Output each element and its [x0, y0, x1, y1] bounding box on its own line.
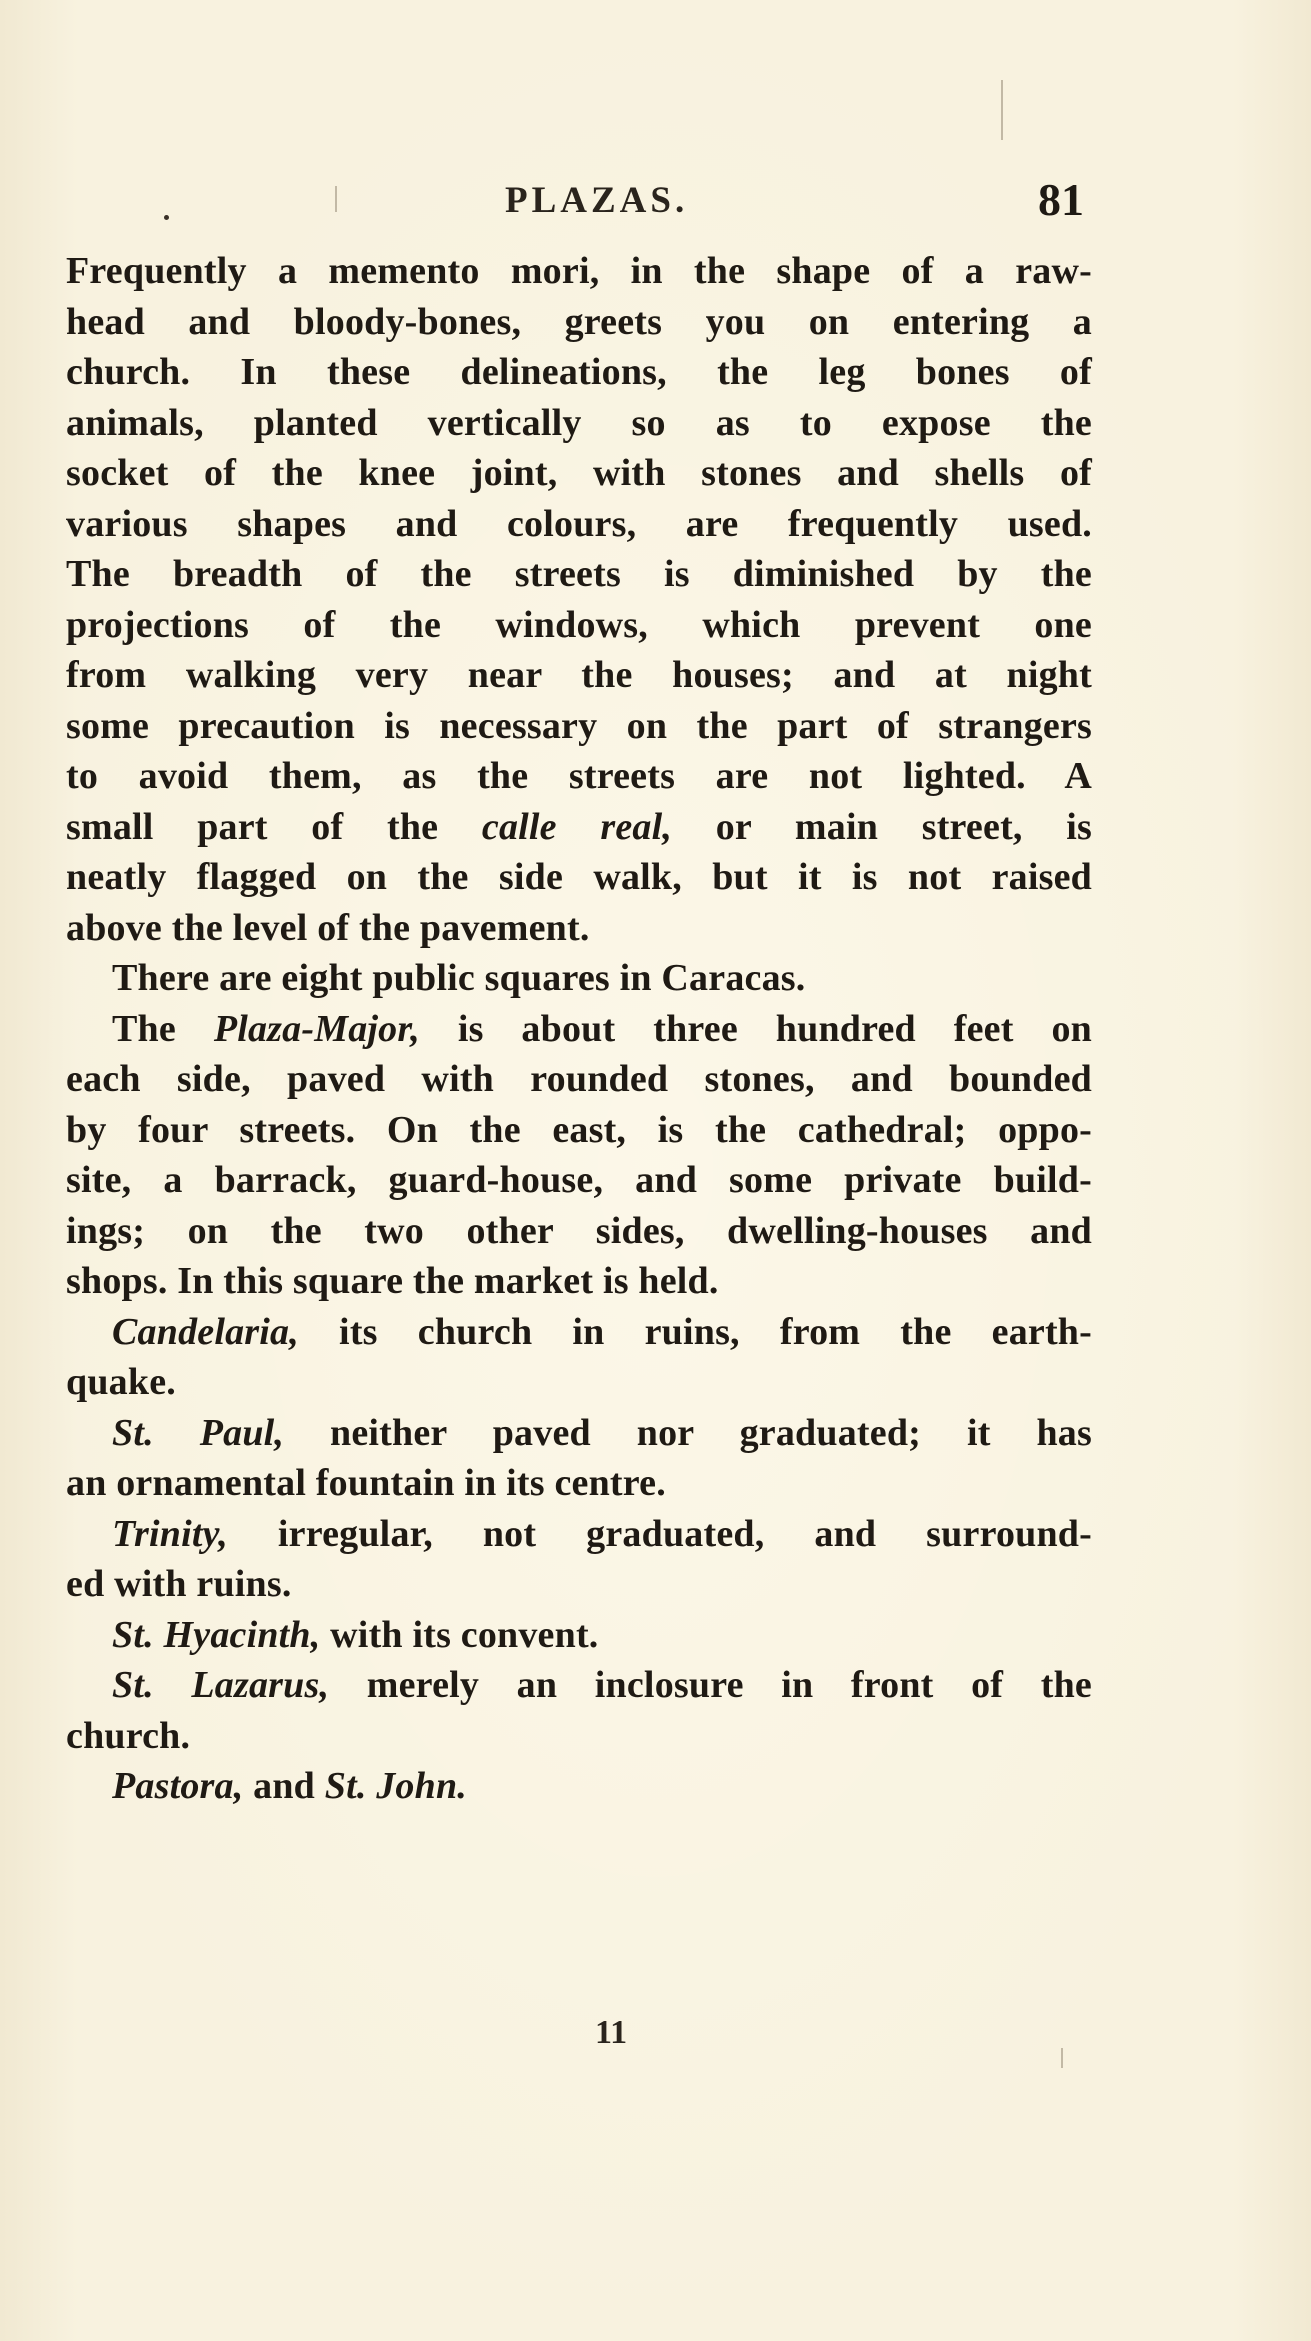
text-line — [66, 499, 1092, 550]
text-run: There are eight public squares in Caracas. — [112, 957, 806, 999]
text-line — [66, 1256, 1092, 1307]
text-line — [66, 1307, 1092, 1358]
italic-term: calle real, — [481, 805, 673, 848]
text-run: socket of the knee joint, with stones and shells of — [66, 452, 1092, 494]
text-line — [66, 1054, 1092, 1105]
italic-term: St. Hyacinth, — [112, 1613, 321, 1656]
text-line — [66, 1206, 1092, 1257]
text-run: merely an inclosure in front of the — [329, 1664, 1092, 1706]
text-run: neatly flagged on the side walk, but it is not raised — [66, 856, 1092, 898]
text-run: above the level of the pavement. — [66, 906, 590, 949]
italic-term: Candelaria, — [112, 1310, 299, 1353]
italic-term: Trinity, — [112, 1512, 228, 1555]
italic-term: St. John. — [324, 1765, 467, 1807]
text-run: projections of the windows, which prevent one — [66, 603, 1092, 646]
signature-mark: 11 — [595, 2014, 628, 2051]
text-run: irregular, not graduated, and surround- — [227, 1512, 1092, 1555]
text-line — [66, 448, 1092, 499]
text-line — [66, 1761, 1092, 1812]
running-head: PLAZAS. — [505, 180, 689, 221]
text-line — [66, 852, 1092, 903]
text-line — [66, 1004, 1092, 1055]
text-run: some precaution is necessary on the part of strangers — [66, 704, 1092, 747]
text-line — [66, 1559, 1092, 1610]
text-line — [66, 1408, 1092, 1459]
text-run: The breadth of the streets is diminished by the — [66, 553, 1092, 595]
text-line — [66, 246, 1092, 297]
text-line — [66, 1105, 1092, 1156]
text-run: each side, paved with rounded stones, and bounded — [66, 1058, 1092, 1100]
text-run: from walking very near the houses; and at night — [66, 654, 1092, 696]
text-line — [66, 751, 1092, 802]
text-line — [66, 802, 1092, 853]
text-line — [66, 701, 1092, 752]
text-line — [66, 1660, 1092, 1711]
text-line — [66, 1155, 1092, 1206]
page-number: 81 — [1038, 174, 1084, 225]
italic-term: St. Lazarus, — [112, 1664, 330, 1706]
text-run: its church in ruins, from the earth- — [298, 1310, 1092, 1353]
text-line — [66, 398, 1092, 449]
paper-speck — [1001, 80, 1003, 140]
text-run: The — [112, 1007, 214, 1050]
text-line — [66, 297, 1092, 348]
body-text — [66, 246, 1092, 1812]
text-run: ed with ruins. — [66, 1563, 292, 1605]
italic-term: Plaza-Major, — [213, 1007, 420, 1050]
text-run: and — [243, 1765, 325, 1807]
text-run: various shapes and colours, are frequently used. — [66, 502, 1092, 545]
text-line — [66, 903, 1092, 954]
italic-term: St. Paul, — [112, 1411, 285, 1454]
text-line — [66, 1509, 1092, 1560]
text-run: head and bloody-bones, greets you on entering a — [66, 300, 1092, 343]
text-run: shops. In this square the market is held. — [66, 1260, 719, 1302]
text-run: church. In these delineations, the leg bones of — [66, 351, 1092, 393]
text-run: church. — [66, 1714, 191, 1757]
text-line — [66, 1458, 1092, 1509]
text-run: neither paved nor graduated; it has — [284, 1411, 1092, 1454]
text-line — [66, 600, 1092, 651]
text-run: quake. — [66, 1361, 176, 1403]
text-line — [66, 953, 1092, 1004]
page-header — [0, 175, 1311, 235]
text-run: ings; on the two other sides, dwelling-houses and — [66, 1209, 1092, 1252]
text-run: small part of the — [66, 805, 482, 848]
text-run: is about three hundred feet on — [419, 1007, 1092, 1050]
text-line — [66, 1357, 1092, 1408]
text-line — [66, 347, 1092, 398]
text-run: an ornamental fountain in its centre. — [66, 1462, 666, 1504]
text-line — [66, 1610, 1092, 1661]
text-line — [66, 549, 1092, 600]
header-dot-mark — [164, 215, 169, 220]
paper-speck — [1061, 2048, 1063, 2068]
text-run: animals, planted vertically so as to expose the — [66, 401, 1092, 444]
text-line — [66, 1711, 1092, 1762]
text-line — [66, 650, 1092, 701]
text-run: site, a barrack, guard-house, and some private build- — [66, 1159, 1092, 1201]
text-run: to avoid them, as the streets are not lighted. A — [66, 755, 1092, 797]
paper-speck — [335, 186, 337, 212]
text-run: with its convent. — [320, 1613, 599, 1656]
text-run: by four streets. On the east, is the cathedral; oppo- — [66, 1108, 1092, 1151]
italic-term: Pastora, — [112, 1765, 244, 1807]
text-run: Frequently a memento mori, in the shape of a raw- — [66, 250, 1092, 292]
text-run: or main street, is — [672, 805, 1093, 848]
